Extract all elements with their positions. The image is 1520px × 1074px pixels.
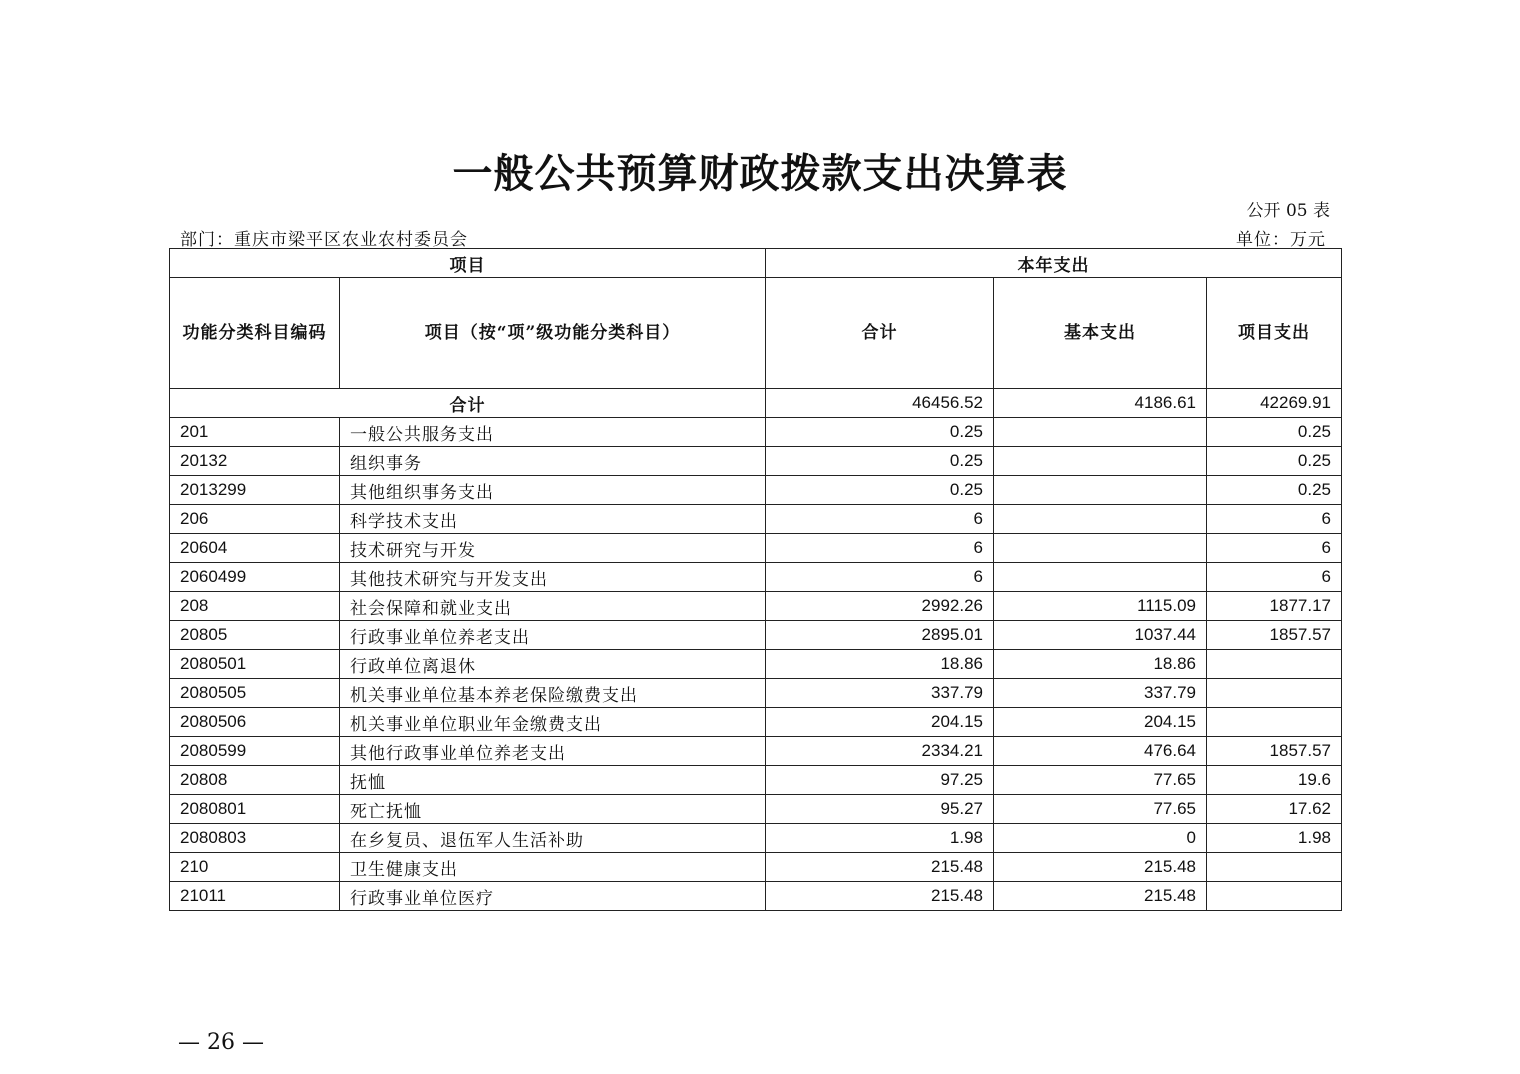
total-row-project: 42269.91 [1207,389,1342,418]
row-total: 6 [766,563,994,592]
row-basic: 204.15 [994,708,1207,737]
row-project: 6 [1207,534,1342,563]
row-name: 行政事业单位医疗 [340,882,766,911]
row-project: 19.6 [1207,766,1342,795]
row-basic: 77.65 [994,766,1207,795]
row-total: 337.79 [766,679,994,708]
row-name: 抚恤 [340,766,766,795]
row-code: 2080803 [170,824,340,853]
total-row-basic: 4186.61 [994,389,1207,418]
row-code: 2080506 [170,708,340,737]
row-code: 2013299 [170,476,340,505]
row-name: 行政事业单位养老支出 [340,621,766,650]
row-project: 1857.57 [1207,737,1342,766]
department-label: 部门：重庆市梁平区农业农村委员会 [180,230,468,250]
row-total: 0.25 [766,476,994,505]
row-name: 其他行政事业单位养老支出 [340,737,766,766]
page-number: — 26 — [178,1030,264,1055]
row-total: 2334.21 [766,737,994,766]
row-total: 0.25 [766,418,994,447]
row-total: 2992.26 [766,592,994,621]
row-project [1207,708,1342,737]
row-basic: 18.86 [994,650,1207,679]
table-row [170,621,1342,650]
row-name: 在乡复员、退伍军人生活补助 [340,824,766,853]
header-total: 合计 [766,278,994,389]
row-basic: 0 [994,824,1207,853]
total-row [170,389,1342,418]
row-name: 社会保障和就业支出 [340,592,766,621]
row-code: 20805 [170,621,340,650]
row-basic: 215.48 [994,882,1207,911]
table-row [170,534,1342,563]
row-total: 204.15 [766,708,994,737]
row-total: 215.48 [766,882,994,911]
row-project: 17.62 [1207,795,1342,824]
row-project: 1.98 [1207,824,1342,853]
row-project [1207,882,1342,911]
header-code: 功能分类科目编码 [170,278,340,389]
row-basic: 476.64 [994,737,1207,766]
row-name: 行政单位离退休 [340,650,766,679]
table-row [170,795,1342,824]
table-row [170,563,1342,592]
row-name: 组织事务 [340,447,766,476]
total-row-label: 合计 [170,389,766,418]
row-project [1207,650,1342,679]
row-project: 0.25 [1207,418,1342,447]
table-row [170,824,1342,853]
table-row [170,679,1342,708]
row-project [1207,853,1342,882]
row-total: 6 [766,505,994,534]
row-total: 215.48 [766,853,994,882]
row-name: 其他技术研究与开发支出 [340,563,766,592]
row-name: 一般公共服务支出 [340,418,766,447]
row-basic: 77.65 [994,795,1207,824]
row-name: 机关事业单位职业年金缴费支出 [340,708,766,737]
header-item-group: 项目 [170,249,766,278]
row-project [1207,679,1342,708]
table-row [170,708,1342,737]
header-name: 项目（按“项”级功能分类科目） [340,278,766,389]
row-project: 6 [1207,505,1342,534]
table-row [170,766,1342,795]
row-code: 206 [170,505,340,534]
row-code: 210 [170,853,340,882]
row-total: 95.27 [766,795,994,824]
row-code: 2080505 [170,679,340,708]
table-row [170,505,1342,534]
row-basic [994,534,1207,563]
row-basic [994,476,1207,505]
table-row [170,476,1342,505]
row-basic [994,505,1207,534]
row-code: 20132 [170,447,340,476]
row-name: 其他组织事务支出 [340,476,766,505]
row-total: 0.25 [766,447,994,476]
row-basic [994,447,1207,476]
row-code: 201 [170,418,340,447]
row-basic: 1115.09 [994,592,1207,621]
table-row [170,853,1342,882]
row-total: 1.98 [766,824,994,853]
row-code: 2060499 [170,563,340,592]
row-total: 2895.01 [766,621,994,650]
row-project: 0.25 [1207,447,1342,476]
row-code: 20604 [170,534,340,563]
row-code: 21011 [170,882,340,911]
table-row [170,418,1342,447]
row-name: 技术研究与开发 [340,534,766,563]
header-project: 项目支出 [1207,278,1342,389]
row-total: 18.86 [766,650,994,679]
table-row [170,447,1342,476]
row-name: 机关事业单位基本养老保险缴费支出 [340,679,766,708]
row-basic: 215.48 [994,853,1207,882]
row-project: 1857.57 [1207,621,1342,650]
table-row [170,882,1342,911]
row-code: 208 [170,592,340,621]
row-total: 97.25 [766,766,994,795]
table-row [170,650,1342,679]
row-project: 1877.17 [1207,592,1342,621]
row-code: 2080599 [170,737,340,766]
row-basic: 337.79 [994,679,1207,708]
row-name: 卫生健康支出 [340,853,766,882]
row-basic: 1037.44 [994,621,1207,650]
row-basic [994,418,1207,447]
row-name: 死亡抚恤 [340,795,766,824]
row-code: 2080501 [170,650,340,679]
expenditure-table [169,248,1342,911]
header-basic: 基本支出 [994,278,1207,389]
row-basic [994,563,1207,592]
row-code: 20808 [170,766,340,795]
row-project: 0.25 [1207,476,1342,505]
table-row [170,592,1342,621]
document-title: 一般公共预算财政拨款支出决算表 [452,150,1068,197]
form-number: 公开 05 表 [1246,201,1330,221]
row-name: 科学技术支出 [340,505,766,534]
row-total: 6 [766,534,994,563]
unit-label: 单位：万元 [1236,230,1326,250]
row-code: 2080801 [170,795,340,824]
total-row-total: 46456.52 [766,389,994,418]
row-project: 6 [1207,563,1342,592]
header-current-year-group: 本年支出 [766,249,1342,278]
table-row [170,737,1342,766]
